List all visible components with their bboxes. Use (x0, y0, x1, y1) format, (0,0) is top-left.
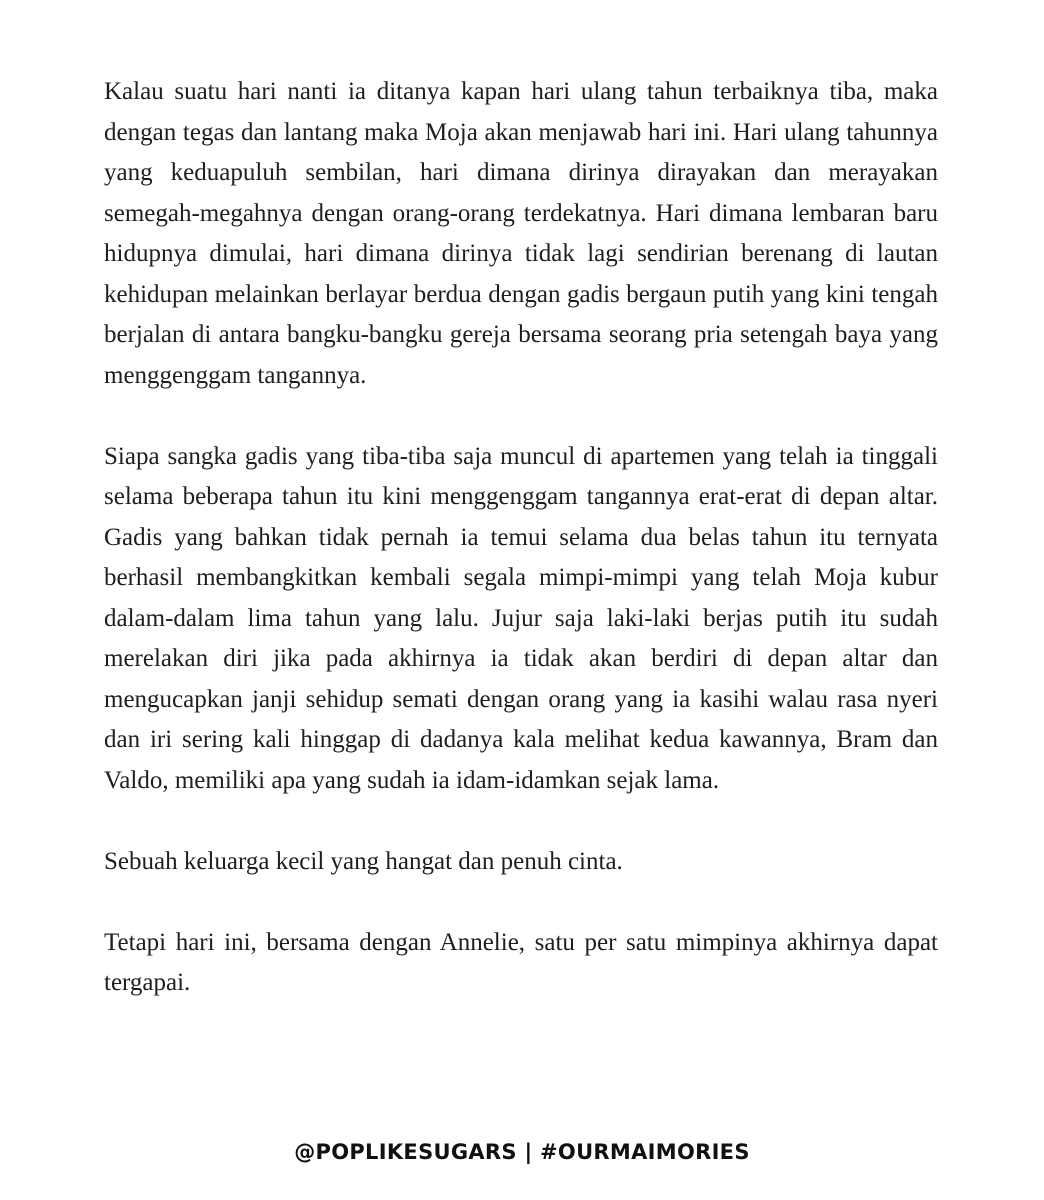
paragraph-2: Siapa sangka gadis yang tiba-tiba saja muncul di apartemen yang telah ia tinggali selama beberapa tahun itu kini menggenggam tangannya erat-erat di depan altar. Gadis yang bahkan tidak pernah ia temui selama dua belas tahun itu ternyata berhasil membangkitkan kembali segala mimpi-mimpi yang telah Moja kubur dalam-dalam lima tahun yang lalu. Jujur saja laki-laki berjas putih itu sudah merelakan diri jika pada akhirnya ia tidak akan berdiri di depan altar dan mengucapkan janji sehidup semati dengan orang yang ia kasihi walau rasa nyeri dan iri sering kali hinggap di dadanya kala melihat kedua kawannya, Bram dan Valdo, memiliki apa yang sudah ia idam-idamkan sejak lama. (104, 442, 938, 794)
paragraph-1: Kalau suatu hari nanti ia ditanya kapan hari ulang tahun terbaiknya tiba, maka dengan tegas dan lantang maka Moja akan menjawab hari ini. Hari ulang tahunnya yang keduapuluh sembilan, hari dimana dirinya dirayakan dan merayakan semegah-megahnya dengan orang-orang terdekatnya. Hari dimana lembaran baru hidupnya dimulai, hari dimana dirinya tidak lagi sendirian berenang di lautan kehidupan melainkan berlayar berdua dengan gadis bergaun putih yang kini tengah berjalan di antara bangku-bangku gereja bersama seorang pria setengah baya yang menggenggam tangannya. (104, 78, 938, 389)
paragraph-3: Sebuah keluarga kecil yang hangat dan penuh cinta. (104, 847, 623, 875)
paragraph-gap (104, 396, 938, 437)
paragraph-gap (104, 801, 938, 842)
paragraph-gap (104, 882, 938, 923)
paragraph-4: Tetapi hari ini, bersama dengan Annelie, satu per satu mimpinya akhirnya dapat tergapai. (104, 928, 938, 996)
story-text (104, 72, 938, 1004)
footer-credit: @POPLIKESUGARS | #OURMAIMORIES (294, 1140, 750, 1164)
